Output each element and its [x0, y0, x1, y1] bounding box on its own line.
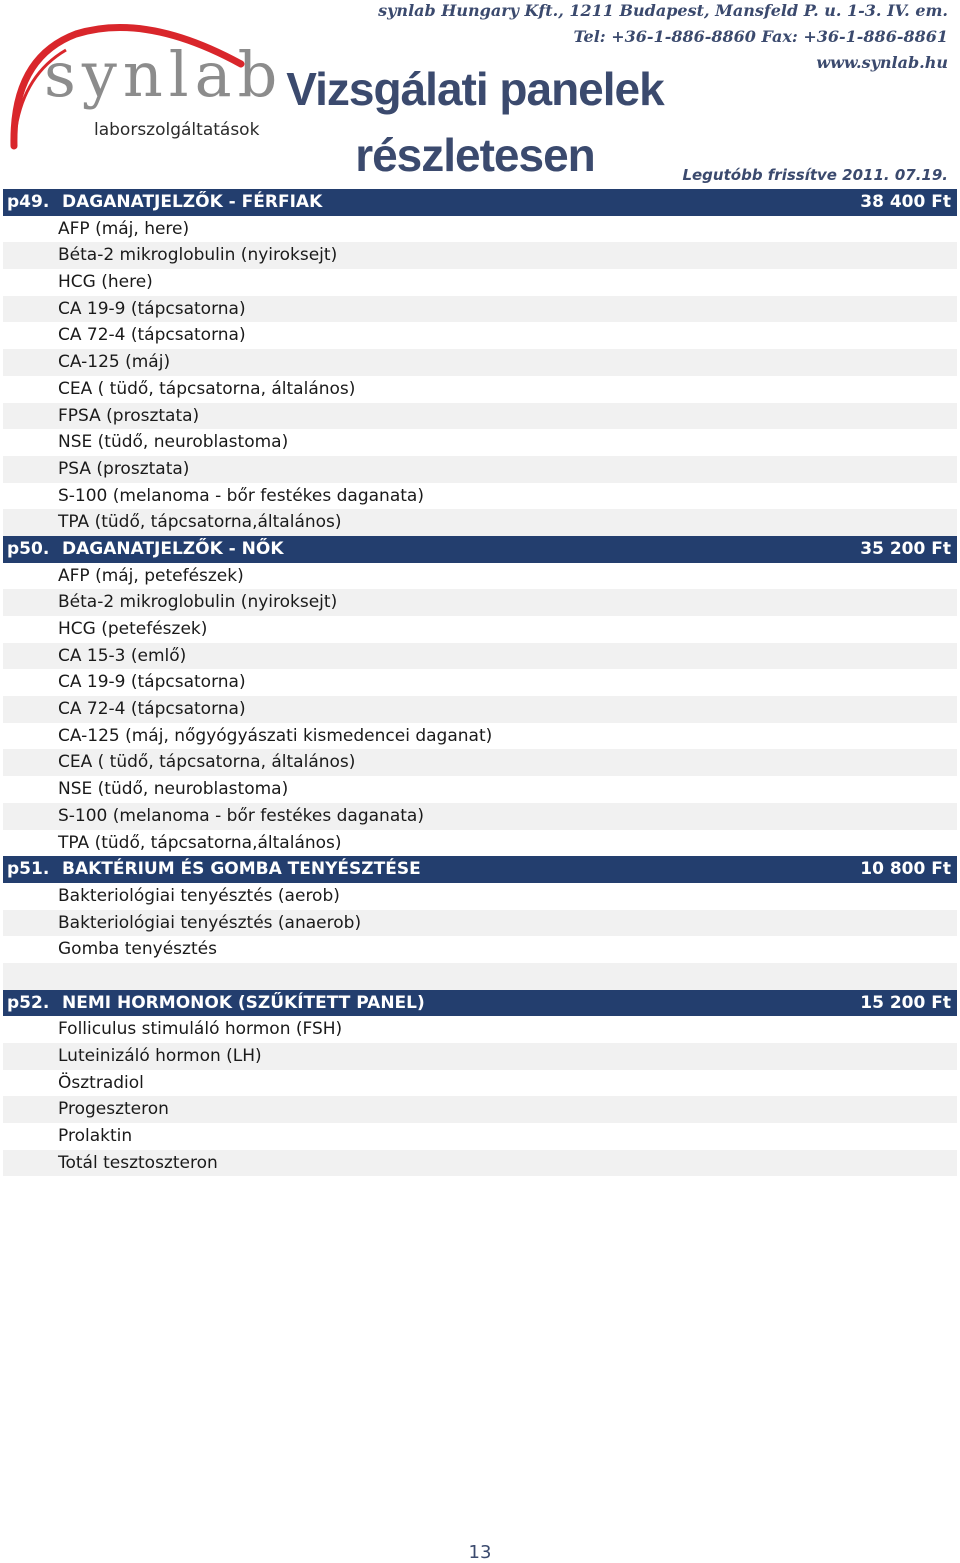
list-item: [3, 696, 957, 723]
list-item: [3, 830, 957, 857]
list-item: [3, 1043, 957, 1070]
list-item: [3, 322, 957, 349]
test-name: CA 72-4 (tápcsatorna): [58, 699, 246, 720]
panel-code: p49.: [7, 192, 50, 212]
panel-price: 10 800 Ft: [860, 859, 951, 880]
page-title-line1: Vizsgálati panelek: [286, 63, 664, 115]
test-name: CA 15-3 (emlő): [58, 645, 187, 666]
list-item: [3, 296, 957, 323]
list-item: [3, 269, 957, 296]
test-name: Ösztradiol: [58, 1072, 144, 1093]
company-address: synlab Hungary Kft., 1211 Budapest, Mansfeld P. u. 1-3. IV. em.: [378, 1, 948, 20]
test-name: AFP (máj, petefészek): [58, 565, 244, 586]
panel-price: 38 400 Ft: [860, 192, 951, 212]
list-item: [3, 349, 957, 376]
test-name: Béta-2 mikroglobulin (nyiroksejt): [58, 245, 338, 266]
panel-price: 15 200 Ft: [860, 992, 951, 1013]
test-name: Bakteriológiai tenyésztés (anaerob): [58, 912, 362, 933]
test-name: TPA (tüdő, tápcsatorna,általános): [58, 832, 342, 853]
panel-name: NEMI HORMONOK (SZŰKÍTETT PANEL): [62, 992, 425, 1013]
test-name: NSE (tüdő, neuroblastoma): [58, 432, 289, 453]
panel-code: p52.: [7, 992, 50, 1013]
logo-subtitle: laborszolgáltatások: [94, 120, 260, 140]
list-item: [3, 669, 957, 696]
test-name: CA-125 (máj, nőgyógyászati kismedencei daganat): [58, 725, 493, 746]
list-item: [3, 643, 957, 670]
panel-price: 35 200 Ft: [860, 538, 951, 559]
list-item: [3, 883, 957, 910]
list-item: [3, 403, 957, 430]
panel-name: DAGANATJELZŐK - FÉRFIAK: [62, 192, 323, 212]
test-name: TPA (tüdő, tápcsatorna,általános): [58, 512, 342, 533]
list-item: [3, 509, 957, 536]
company-info: [378, 0, 948, 76]
panel-header: [3, 856, 957, 883]
last-updated: Legutóbb frissítve 2011. 07.19.: [682, 166, 948, 184]
test-name: Luteinizáló hormon (LH): [58, 1046, 262, 1066]
list-item: [3, 1150, 957, 1177]
list-item: [3, 803, 957, 830]
synlab-logo: [6, 18, 284, 158]
section-spacer: [3, 963, 957, 990]
list-item: [3, 456, 957, 483]
list-item: [3, 483, 957, 510]
page-title-line2: részletesen: [355, 129, 595, 181]
panel-header: [3, 536, 957, 563]
list-item: [3, 216, 957, 243]
test-name: CA 72-4 (tápcsatorna): [58, 325, 246, 346]
logo-wordmark: synlab: [44, 38, 284, 111]
list-item: [3, 616, 957, 643]
panel-code: p50.: [7, 538, 50, 559]
test-name: Totál tesztoszteron: [58, 1152, 218, 1173]
list-item: [3, 776, 957, 803]
test-name: S-100 (melanoma - bőr festékes daganata): [58, 805, 424, 826]
test-name: CA-125 (máj): [58, 352, 171, 373]
test-name: Folliculus stimuláló hormon (FSH): [58, 1019, 343, 1040]
list-item: [3, 589, 957, 616]
test-name: CEA ( tüdő, tápcsatorna, általános): [58, 378, 356, 399]
panel-name: BAKTÉRIUM ÉS GOMBA TENYÉSZTÉSE: [62, 859, 421, 880]
test-name: CA 19-9 (tápcsatorna): [58, 298, 246, 319]
list-item: [3, 1070, 957, 1097]
panel-header: [3, 189, 957, 216]
test-name: CEA ( tüdő, tápcsatorna, általános): [58, 752, 356, 773]
company-phone: Tel: +36-1-886-8860 Fax: +36-1-886-8861: [573, 27, 948, 46]
test-name: Béta-2 mikroglobulin (nyiroksejt): [58, 592, 338, 613]
test-name: HCG (here): [58, 272, 153, 293]
test-name: FPSA (prosztata): [58, 405, 200, 426]
list-item: [3, 749, 957, 776]
panel-header: [3, 990, 957, 1017]
list-item: [3, 1123, 957, 1150]
list-item: [3, 910, 957, 937]
test-name: S-100 (melanoma - bőr festékes daganata): [58, 485, 424, 506]
list-item: [3, 242, 957, 269]
test-name: NSE (tüdő, neuroblastoma): [58, 779, 289, 800]
list-item: [3, 563, 957, 590]
panel-name: DAGANATJELZŐK - NŐK: [62, 538, 284, 559]
list-item: [3, 1016, 957, 1043]
test-name: Bakteriológiai tenyésztés (aerob): [58, 885, 340, 906]
list-item: [3, 1096, 957, 1123]
company-website[interactable]: www.synlab.hu: [816, 53, 948, 72]
test-name: Progeszteron: [58, 1099, 169, 1120]
list-item: [3, 376, 957, 403]
panel-code: p51.: [7, 859, 50, 880]
test-name: Prolaktin: [58, 1126, 133, 1147]
list-item: [3, 936, 957, 963]
list-item: [3, 429, 957, 456]
test-name: HCG (petefészek): [58, 619, 208, 639]
page-number: 13: [468, 1542, 492, 1563]
test-name: PSA (prosztata): [58, 458, 190, 479]
list-item: [3, 723, 957, 750]
test-name: CA 19-9 (tápcsatorna): [58, 672, 246, 693]
panel-table: [3, 189, 957, 1176]
test-name: AFP (máj, here): [58, 218, 190, 239]
test-name: Gomba tenyésztés: [58, 939, 217, 960]
